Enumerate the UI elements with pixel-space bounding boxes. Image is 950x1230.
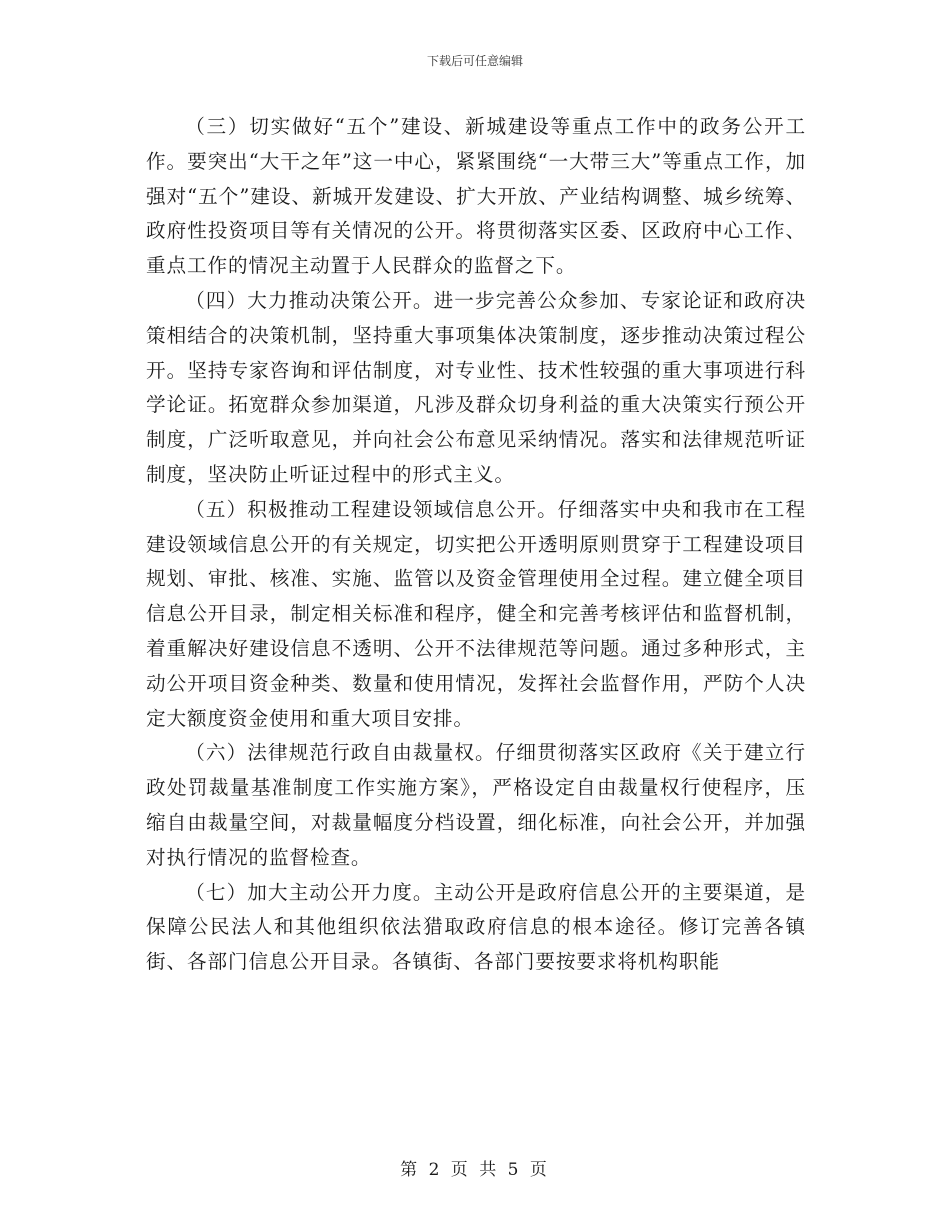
paragraph-section-6: （六）法律规范行政自由裁量权。仔细贯彻落实区政府《关于建立行政处罚裁量基准制度工作实施方案》，严格设定自由裁量权行使程序，压缩自由裁量空间，对裁量幅度分档设置，细化标准，向社会公开，并加强对执行情况的监督检查。: [146, 741, 806, 869]
footer-prefix: 第: [400, 1160, 421, 1180]
footer-current-page: 2: [428, 1160, 443, 1180]
document-body: [146, 110, 806, 980]
paragraph-section-7: （七）加大主动公开力度。主动公开是政府信息公开的主要渠道，是保障公民法人和其他组织依法猎取政府信息的根本途径。修订完善各镇街、各部门信息公开目录。各镇街、各部门要按要求将机构职能: [146, 880, 806, 974]
page-footer: [0, 1155, 950, 1180]
paragraph-section-5: （五）积极推动工程建设领域信息公开。仔细落实中央和我市在工程建设领域信息公开的有关规定，切实把公开透明原则贯穿于工程建设项目规划、审批、核准、实施、监管以及资金管理使用全过程。建立健全项目信息公开目录，制定相关标准和程序，健全和完善考核评估和监督机制，着重解决好建设信息不透明、公开不法律规范等问题。通过多种形式，主动公开项目资金种类、数量和使用情况，发挥社会监督作用，严防个人决定大额度资金使用和重大项目安排。: [146, 497, 806, 730]
footer-total-pages: 5: [507, 1160, 522, 1180]
footer-suffix: 页: [529, 1160, 550, 1180]
paragraph-section-3: （三）切实做好“五个”建设、新城建设等重点工作中的政务公开工作。要突出“大干之年”这一中心，紧紧围绕“一大带三大”等重点工作，加强对“五个”建设、新城开发建设、扩大开放、产业结构调整、城乡统筹、政府性投资项目等有关情况的公开。将贯彻落实区委、区政府中心工作、重点工作的情况主动置于人民群众的监督之下。: [146, 115, 806, 278]
footer-middle: 页 共: [450, 1160, 500, 1180]
paragraph-section-4: （四）大力推动决策公开。进一步完善公众参加、专家论证和政府决策相结合的决策机制，坚持重大事项集体决策制度，逐步推动决策过程公开。坚持专家咨询和评估制度，对专业性、技术性较强的重大事项进行科学论证。拓宽群众参加渠道，凡涉及群众切身利益的重大决策实行预公开制度，广泛听取意见，并向社会公布意见采纳情况。落实和法律规范听证制度，坚决防止听证过程中的形式主义。: [146, 288, 806, 486]
page-header: 下载后可任意编辑: [426, 54, 523, 68]
